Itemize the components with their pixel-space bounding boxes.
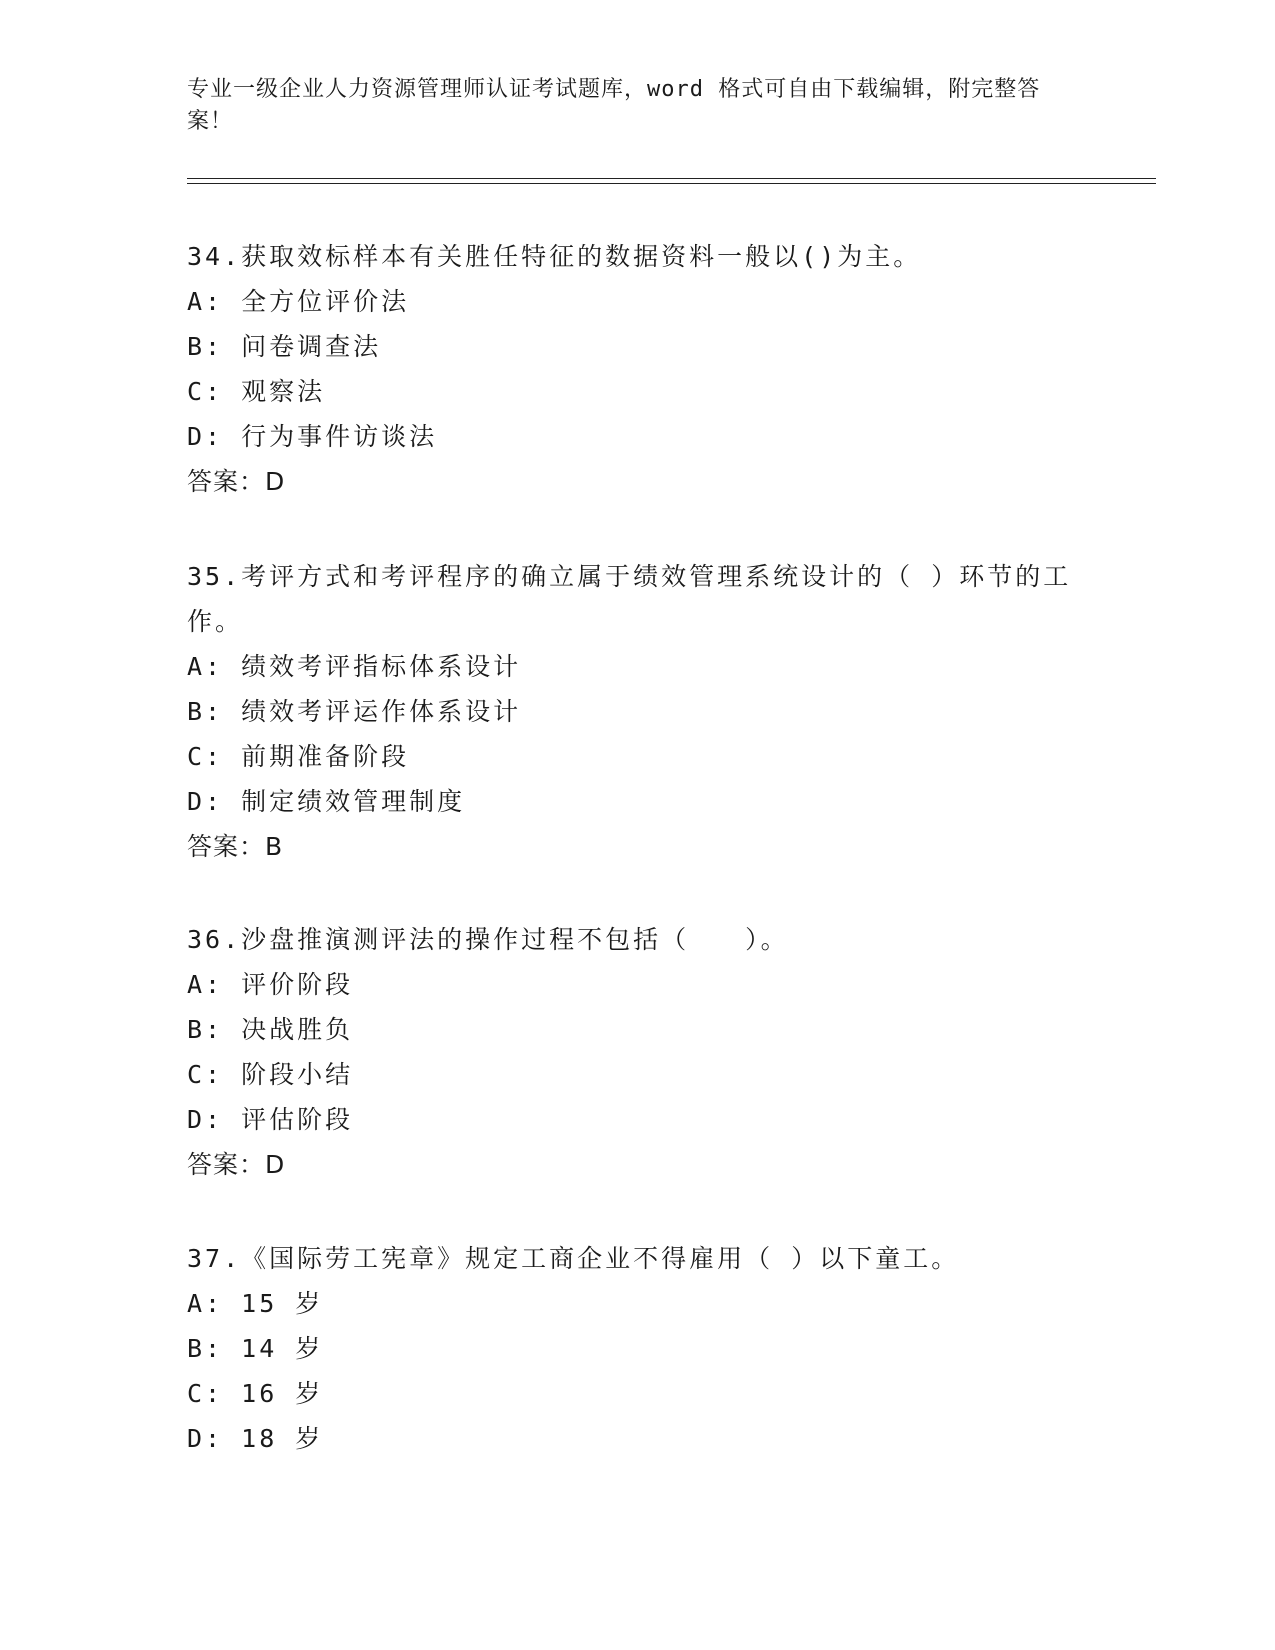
header-intro-text: 专业一级企业人力资源管理师认证考试题库，word 格式可自由下载编辑，附完整答案！ [187, 77, 1041, 134]
option-a: A: 15 岁 [187, 1289, 324, 1318]
option-c: C: 观察法 [187, 377, 326, 406]
header-divider-top [187, 178, 1156, 179]
option-d: D: 制定绩效管理制度 [187, 787, 466, 816]
header-divider-bottom [187, 183, 1156, 184]
question-36 [187, 917, 1087, 1187]
option-b: B: 14 岁 [187, 1334, 324, 1363]
answer-line: 答案：D [187, 1150, 286, 1179]
answer-line: 答案：D [187, 467, 286, 496]
option-d: D: 18 岁 [187, 1424, 324, 1453]
option-c: C: 16 岁 [187, 1379, 324, 1408]
option-b: B: 问卷调查法 [187, 332, 382, 361]
document-header [187, 74, 1067, 138]
question-stem: 37.《国际劳工宪章》规定工商企业不得雇用（ ）以下童工。 [187, 1244, 960, 1273]
option-b: B: 绩效考评运作体系设计 [187, 697, 522, 726]
question-34 [187, 234, 1087, 504]
option-a: A: 评价阶段 [187, 970, 354, 999]
option-a: A: 全方位评价法 [187, 287, 410, 316]
option-c: C: 阶段小结 [187, 1060, 354, 1089]
option-b: B: 决战胜负 [187, 1015, 354, 1044]
question-37 [187, 1236, 1087, 1461]
question-stem: 35.考评方式和考评程序的确立属于绩效管理系统设计的（ ）环节的工作。 [187, 562, 1072, 636]
question-35 [187, 554, 1087, 869]
answer-line: 答案：B [187, 832, 284, 861]
option-d: D: 行为事件访谈法 [187, 422, 438, 451]
option-d: D: 评估阶段 [187, 1105, 354, 1134]
option-c: C: 前期准备阶段 [187, 742, 410, 771]
question-stem: 34.获取效标样本有关胜任特征的数据资料一般以()为主。 [187, 242, 922, 271]
question-stem: 36.沙盘推演测评法的操作过程不包括（ ）。 [187, 925, 789, 954]
option-a: A: 绩效考评指标体系设计 [187, 652, 522, 681]
